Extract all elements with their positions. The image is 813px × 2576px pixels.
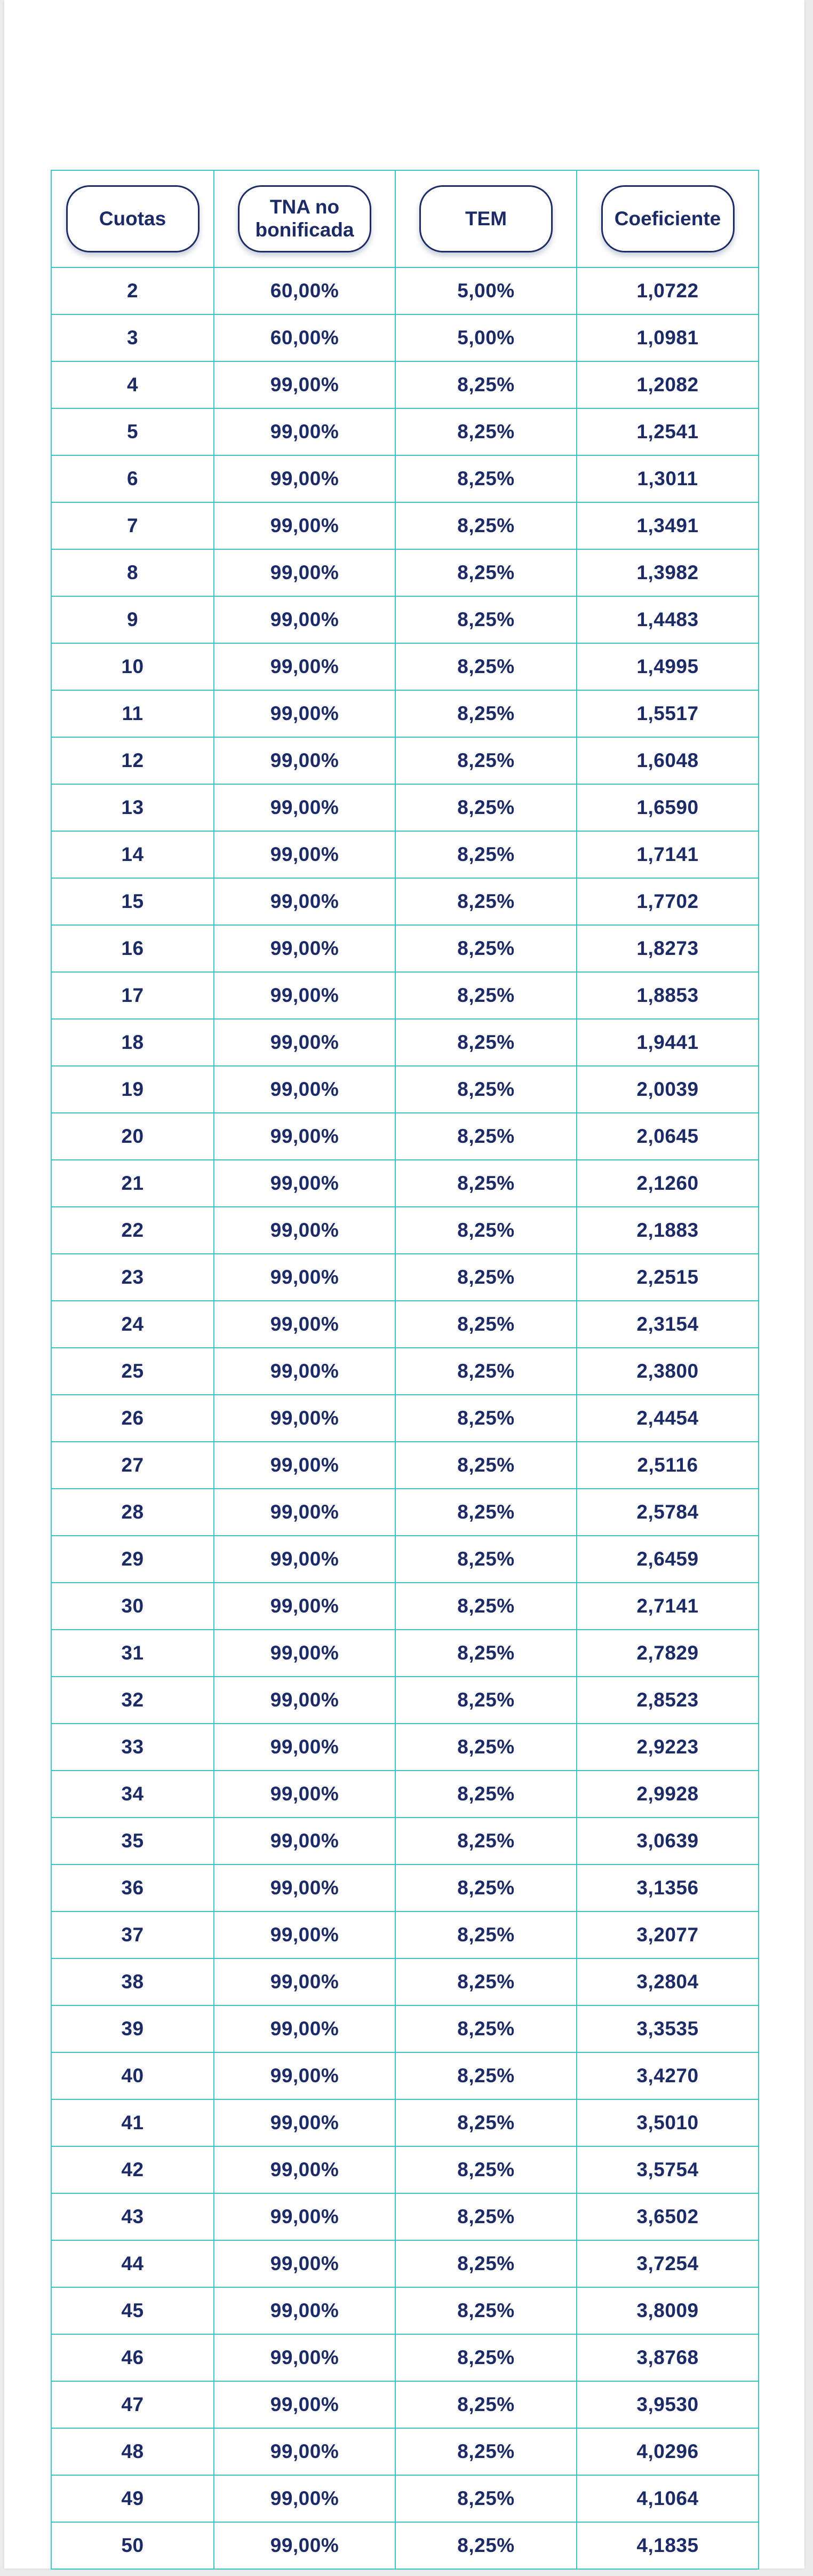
cell-cuotas: 44	[51, 2240, 214, 2287]
table-row	[51, 1583, 759, 1630]
table-row	[51, 2099, 759, 2146]
cell-coeficiente: 2,1260	[577, 1160, 759, 1207]
cell-cuotas: 3	[51, 314, 214, 361]
cell-cuotas: 24	[51, 1301, 214, 1348]
cell-coeficiente: 1,2082	[577, 361, 759, 408]
cell-cuotas: 39	[51, 2005, 214, 2052]
table-row	[51, 1489, 759, 1536]
cell-cuotas: 16	[51, 925, 214, 972]
header-cell-cuotas	[51, 170, 214, 267]
cell-cuotas: 35	[51, 1818, 214, 1864]
cell-coeficiente: 3,8768	[577, 2334, 759, 2381]
cell-coeficiente: 2,0039	[577, 1066, 759, 1113]
cell-cuotas: 45	[51, 2287, 214, 2334]
table-row	[51, 1113, 759, 1160]
cell-cuotas: 47	[51, 2381, 214, 2428]
cell-coeficiente: 1,6590	[577, 784, 759, 831]
cell-cuotas: 43	[51, 2193, 214, 2240]
cell-cuotas: 27	[51, 1442, 214, 1489]
cell-tna: 99,00%	[214, 1489, 395, 1536]
cell-tna: 99,00%	[214, 1113, 395, 1160]
table-row	[51, 1771, 759, 1818]
cell-coeficiente: 3,2804	[577, 1958, 759, 2005]
cell-coeficiente: 3,0639	[577, 1818, 759, 1864]
cell-tem: 8,25%	[395, 1958, 577, 2005]
document-page	[4, 0, 804, 2569]
cell-tna: 99,00%	[214, 784, 395, 831]
cell-coeficiente: 1,3982	[577, 549, 759, 596]
cell-cuotas: 12	[51, 737, 214, 784]
cell-tem: 8,25%	[395, 737, 577, 784]
cell-tem: 8,25%	[395, 1348, 577, 1395]
cell-tem: 8,25%	[395, 643, 577, 690]
cell-tna: 99,00%	[214, 2334, 395, 2381]
cell-tna: 99,00%	[214, 1019, 395, 1066]
cell-tna: 99,00%	[214, 2146, 395, 2193]
cell-tem: 8,25%	[395, 1066, 577, 1113]
cell-tem: 8,25%	[395, 502, 577, 549]
cell-coeficiente: 1,8853	[577, 972, 759, 1019]
cell-cuotas: 46	[51, 2334, 214, 2381]
cell-tem: 8,25%	[395, 1911, 577, 1958]
cell-cuotas: 17	[51, 972, 214, 1019]
cell-coeficiente: 1,6048	[577, 737, 759, 784]
cell-tem: 8,25%	[395, 1677, 577, 1724]
cell-tem: 8,25%	[395, 784, 577, 831]
cell-coeficiente: 3,4270	[577, 2052, 759, 2099]
cell-tem: 8,25%	[395, 2334, 577, 2381]
cell-coeficiente: 1,0981	[577, 314, 759, 361]
cell-coeficiente: 2,1883	[577, 1207, 759, 1254]
cell-tna: 99,00%	[214, 2240, 395, 2287]
cell-tna: 99,00%	[214, 1207, 395, 1254]
cell-coeficiente: 3,7254	[577, 2240, 759, 2287]
table-row	[51, 1019, 759, 1066]
cell-tna: 60,00%	[214, 314, 395, 361]
installments-table	[51, 170, 759, 2570]
cell-tna: 99,00%	[214, 1301, 395, 1348]
cell-tem: 8,25%	[395, 2240, 577, 2287]
table-row	[51, 361, 759, 408]
cell-tna: 99,00%	[214, 408, 395, 455]
cell-tem: 8,25%	[395, 1207, 577, 1254]
header-cell-tna	[214, 170, 395, 267]
cell-cuotas: 10	[51, 643, 214, 690]
cell-tna: 99,00%	[214, 2005, 395, 2052]
header-tna-no-bonificada: TNA no bonificada	[238, 185, 371, 252]
cell-tna: 99,00%	[214, 2193, 395, 2240]
cell-cuotas: 33	[51, 1724, 214, 1771]
cell-tem: 8,25%	[395, 2099, 577, 2146]
cell-cuotas: 30	[51, 1583, 214, 1630]
cell-cuotas: 7	[51, 502, 214, 549]
cell-tna: 99,00%	[214, 1864, 395, 1911]
cell-coeficiente: 1,7702	[577, 878, 759, 925]
cell-tna: 99,00%	[214, 1442, 395, 1489]
cell-coeficiente: 1,3491	[577, 502, 759, 549]
cell-tna: 99,00%	[214, 1348, 395, 1395]
cell-cuotas: 15	[51, 878, 214, 925]
cell-tem: 8,25%	[395, 1771, 577, 1818]
table-row	[51, 1630, 759, 1677]
table-row	[51, 1348, 759, 1395]
cell-tna: 99,00%	[214, 1254, 395, 1301]
cell-cuotas: 5	[51, 408, 214, 455]
table-row	[51, 1066, 759, 1113]
cell-tem: 8,25%	[395, 2193, 577, 2240]
cell-coeficiente: 1,2541	[577, 408, 759, 455]
table-header	[51, 170, 759, 267]
table-row	[51, 1677, 759, 1724]
table-row	[51, 2240, 759, 2287]
cell-tna: 99,00%	[214, 2287, 395, 2334]
cell-coeficiente: 1,4995	[577, 643, 759, 690]
cell-tna: 99,00%	[214, 455, 395, 502]
cell-tna: 99,00%	[214, 1536, 395, 1583]
table-row	[51, 1442, 759, 1489]
cell-tem: 8,25%	[395, 2146, 577, 2193]
cell-tna: 99,00%	[214, 878, 395, 925]
cell-tna: 99,00%	[214, 1630, 395, 1677]
cell-tna: 99,00%	[214, 1911, 395, 1958]
cell-tem: 8,25%	[395, 2381, 577, 2428]
cell-tna: 99,00%	[214, 2522, 395, 2569]
table-row	[51, 690, 759, 737]
cell-tna: 99,00%	[214, 1066, 395, 1113]
cell-tem: 8,25%	[395, 1160, 577, 1207]
cell-cuotas: 6	[51, 455, 214, 502]
table-row	[51, 1207, 759, 1254]
cell-tem: 5,00%	[395, 314, 577, 361]
table-row	[51, 1864, 759, 1911]
cell-cuotas: 23	[51, 1254, 214, 1301]
table-row	[51, 2381, 759, 2428]
cell-tem: 8,25%	[395, 2287, 577, 2334]
cell-cuotas: 32	[51, 1677, 214, 1724]
cell-coeficiente: 1,8273	[577, 925, 759, 972]
cell-tna: 99,00%	[214, 2052, 395, 2099]
cell-tna: 99,00%	[214, 2381, 395, 2428]
cell-cuotas: 18	[51, 1019, 214, 1066]
cell-tna: 99,00%	[214, 2428, 395, 2475]
cell-coeficiente: 1,5517	[577, 690, 759, 737]
cell-tem: 8,25%	[395, 361, 577, 408]
cell-tem: 5,00%	[395, 267, 577, 314]
cell-tem: 8,25%	[395, 1489, 577, 1536]
table-row	[51, 2475, 759, 2522]
table-row	[51, 1818, 759, 1864]
cell-cuotas: 34	[51, 1771, 214, 1818]
cell-tem: 8,25%	[395, 878, 577, 925]
table-row	[51, 925, 759, 972]
cell-cuotas: 48	[51, 2428, 214, 2475]
cell-coeficiente: 2,5784	[577, 1489, 759, 1536]
cell-coeficiente: 2,9223	[577, 1724, 759, 1771]
cell-coeficiente: 3,1356	[577, 1864, 759, 1911]
cell-cuotas: 49	[51, 2475, 214, 2522]
cell-coeficiente: 2,6459	[577, 1536, 759, 1583]
cell-tem: 8,25%	[395, 2475, 577, 2522]
cell-tem: 8,25%	[395, 455, 577, 502]
cell-tna: 60,00%	[214, 267, 395, 314]
header-row	[51, 170, 759, 267]
cell-cuotas: 8	[51, 549, 214, 596]
table-row	[51, 1958, 759, 2005]
cell-tem: 8,25%	[395, 408, 577, 455]
cell-tna: 99,00%	[214, 1160, 395, 1207]
cell-tna: 99,00%	[214, 1818, 395, 1864]
table-row	[51, 2334, 759, 2381]
cell-tem: 8,25%	[395, 1536, 577, 1583]
cell-coeficiente: 2,7141	[577, 1583, 759, 1630]
cell-tna: 99,00%	[214, 1583, 395, 1630]
cell-tem: 8,25%	[395, 690, 577, 737]
cell-tem: 8,25%	[395, 1442, 577, 1489]
cell-tem: 8,25%	[395, 1395, 577, 1442]
cell-cuotas: 38	[51, 1958, 214, 2005]
cell-tem: 8,25%	[395, 2052, 577, 2099]
cell-coeficiente: 2,3800	[577, 1348, 759, 1395]
cell-tna: 99,00%	[214, 643, 395, 690]
cell-coeficiente: 4,1064	[577, 2475, 759, 2522]
cell-coeficiente: 3,6502	[577, 2193, 759, 2240]
cell-coeficiente: 1,4483	[577, 596, 759, 643]
cell-coeficiente: 3,9530	[577, 2381, 759, 2428]
cell-coeficiente: 3,5754	[577, 2146, 759, 2193]
cell-cuotas: 2	[51, 267, 214, 314]
header-cuotas: Cuotas	[66, 185, 200, 252]
cell-tna: 99,00%	[214, 737, 395, 784]
table-row	[51, 2005, 759, 2052]
cell-tem: 8,25%	[395, 972, 577, 1019]
cell-coeficiente: 2,2515	[577, 1254, 759, 1301]
cell-tem: 8,25%	[395, 1818, 577, 1864]
table-row	[51, 2522, 759, 2569]
cell-cuotas: 37	[51, 1911, 214, 1958]
cell-tna: 99,00%	[214, 690, 395, 737]
cell-cuotas: 26	[51, 1395, 214, 1442]
cell-cuotas: 9	[51, 596, 214, 643]
table-row	[51, 267, 759, 314]
cell-cuotas: 14	[51, 831, 214, 878]
cell-tem: 8,25%	[395, 1019, 577, 1066]
cell-coeficiente: 3,8009	[577, 2287, 759, 2334]
cell-coeficiente: 1,0722	[577, 267, 759, 314]
cell-tem: 8,25%	[395, 596, 577, 643]
table-row	[51, 1911, 759, 1958]
cell-tna: 99,00%	[214, 1677, 395, 1724]
cell-tem: 8,25%	[395, 1254, 577, 1301]
cell-coeficiente: 2,3154	[577, 1301, 759, 1348]
header-tem: TEM	[419, 185, 553, 252]
table-row	[51, 972, 759, 1019]
cell-tna: 99,00%	[214, 1958, 395, 2005]
cell-coeficiente: 4,0296	[577, 2428, 759, 2475]
cell-tna: 99,00%	[214, 972, 395, 1019]
cell-tna: 99,00%	[214, 1395, 395, 1442]
cell-tna: 99,00%	[214, 925, 395, 972]
cell-cuotas: 40	[51, 2052, 214, 2099]
cell-cuotas: 4	[51, 361, 214, 408]
table-row	[51, 455, 759, 502]
cell-cuotas: 21	[51, 1160, 214, 1207]
table-row	[51, 878, 759, 925]
cell-cuotas: 25	[51, 1348, 214, 1395]
table-row	[51, 502, 759, 549]
cell-coeficiente: 3,5010	[577, 2099, 759, 2146]
cell-tna: 99,00%	[214, 1724, 395, 1771]
cell-coeficiente: 1,3011	[577, 455, 759, 502]
cell-coeficiente: 2,5116	[577, 1442, 759, 1489]
cell-coeficiente: 2,8523	[577, 1677, 759, 1724]
cell-tem: 8,25%	[395, 2522, 577, 2569]
cell-tna: 99,00%	[214, 2099, 395, 2146]
table-row	[51, 2052, 759, 2099]
cell-tem: 8,25%	[395, 1113, 577, 1160]
table-row	[51, 784, 759, 831]
cell-tem: 8,25%	[395, 1301, 577, 1348]
cell-tna: 99,00%	[214, 361, 395, 408]
table-row	[51, 2428, 759, 2475]
table-row	[51, 1301, 759, 1348]
table-row	[51, 1395, 759, 1442]
cell-coeficiente: 2,9928	[577, 1771, 759, 1818]
cell-coeficiente: 2,0645	[577, 1113, 759, 1160]
cell-coeficiente: 1,9441	[577, 1019, 759, 1066]
cell-cuotas: 11	[51, 690, 214, 737]
cell-cuotas: 29	[51, 1536, 214, 1583]
cell-tem: 8,25%	[395, 549, 577, 596]
cell-cuotas: 19	[51, 1066, 214, 1113]
cell-tem: 8,25%	[395, 925, 577, 972]
cell-tem: 8,25%	[395, 1724, 577, 1771]
cell-tem: 8,25%	[395, 1864, 577, 1911]
cell-coeficiente: 3,3535	[577, 2005, 759, 2052]
table-row	[51, 2146, 759, 2193]
cell-cuotas: 20	[51, 1113, 214, 1160]
table-row	[51, 1254, 759, 1301]
cell-tna: 99,00%	[214, 1771, 395, 1818]
table-row	[51, 1536, 759, 1583]
table-row	[51, 2287, 759, 2334]
cell-tna: 99,00%	[214, 502, 395, 549]
cell-tna: 99,00%	[214, 549, 395, 596]
table-row	[51, 408, 759, 455]
cell-cuotas: 50	[51, 2522, 214, 2569]
cell-coeficiente: 2,4454	[577, 1395, 759, 1442]
table-row	[51, 1724, 759, 1771]
cell-coeficiente: 4,1835	[577, 2522, 759, 2569]
cell-cuotas: 31	[51, 1630, 214, 1677]
cell-cuotas: 22	[51, 1207, 214, 1254]
cell-coeficiente: 1,7141	[577, 831, 759, 878]
table-row	[51, 596, 759, 643]
header-cell-coeficiente	[577, 170, 759, 267]
cell-cuotas: 28	[51, 1489, 214, 1536]
table-row	[51, 314, 759, 361]
cell-tna: 99,00%	[214, 2475, 395, 2522]
table-row	[51, 2193, 759, 2240]
cell-cuotas: 41	[51, 2099, 214, 2146]
cell-tem: 8,25%	[395, 1583, 577, 1630]
cell-cuotas: 36	[51, 1864, 214, 1911]
table-row	[51, 831, 759, 878]
cell-coeficiente: 3,2077	[577, 1911, 759, 1958]
table-body	[51, 267, 759, 2569]
header-cell-tem	[395, 170, 577, 267]
cell-tem: 8,25%	[395, 2005, 577, 2052]
header-coeficiente: Coeficiente	[601, 185, 735, 252]
cell-cuotas: 42	[51, 2146, 214, 2193]
cell-tem: 8,25%	[395, 831, 577, 878]
cell-cuotas: 13	[51, 784, 214, 831]
cell-tna: 99,00%	[214, 596, 395, 643]
table-row	[51, 643, 759, 690]
table-row	[51, 1160, 759, 1207]
table-row	[51, 737, 759, 784]
cell-coeficiente: 2,7829	[577, 1630, 759, 1677]
table-row	[51, 549, 759, 596]
cell-tem: 8,25%	[395, 1630, 577, 1677]
cell-tem: 8,25%	[395, 2428, 577, 2475]
cell-tna: 99,00%	[214, 831, 395, 878]
